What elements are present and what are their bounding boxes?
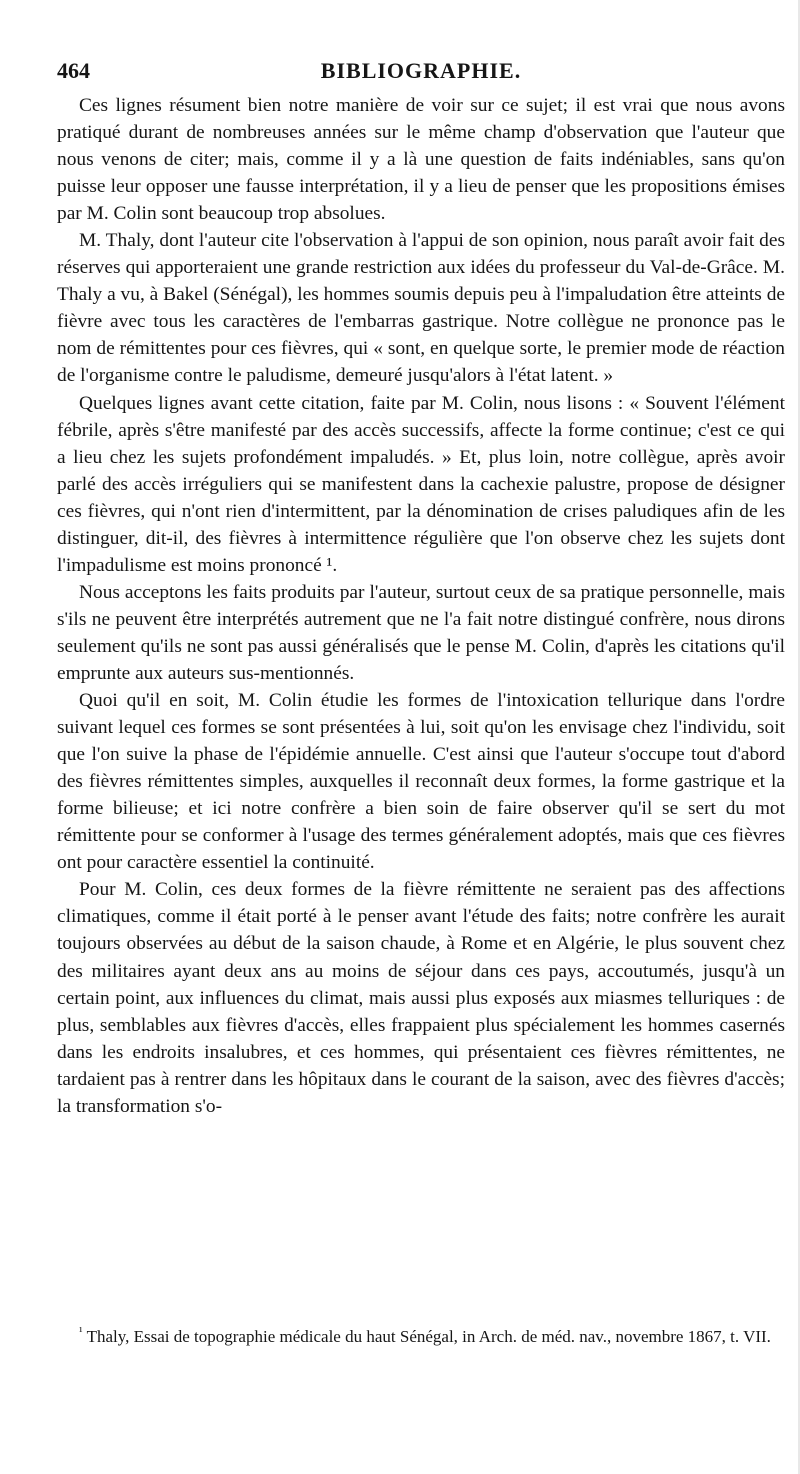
footnote-text: Thaly, Essai de topographie médicale du haut Sénégal, in Arch. de méd. nav., novembre 1867, t. VII. (86, 1327, 771, 1346)
paragraph-6: Pour M. Colin, ces deux formes de la fièvre rémittente ne seraient pas des affections climatiques, comme il était porté à le penser avant l'étude des faits; notre confrère les aurait toujours observées au début de la saison chaude, à Rome et en Algérie, le plus souvent chez des militaires ayant deux ans au moins de séjour dans ces pays, accoutumés, jusqu'à un certain point, aux influences du climat, mais aussi plus exposés aux miasmes telluriques : de plus, semblables aux fièvres d'accès, elles frappaient plus spécialement les hommes casernés dans les endroits insalubres, et ces hommes, qui présentaient ces fièvres rémittentes, ne tardaient pas à rentrer dans les hôpitaux dans le courant de la saison, avec des fièvres d'accès; la transformation s'o- (57, 879, 785, 1117)
page-number: 464 (57, 58, 90, 83)
running-title: BIBLIOGRAPHIE. (320, 58, 522, 83)
paragraph-2: M. Thaly, dont l'auteur cite l'observation à l'appui de son opinion, nous paraît avoir fait des réserves qui apporteraient une grande restriction aux idées du professeur du Val-de-Grâce. M. Thaly a vu, à Bakel (Sénégal), les hommes soumis depuis peu à l'impaludation être atteints de fièvre avec tous les caractères de l'embarras gastrique. Notre collègue ne prononce pas le nom de rémittentes pour ces fièvres, qui « sont, en quelque sorte, le premier mode de réaction de l'organisme contre le paludisme, demeuré jusqu'alors à l'état latent. » (57, 230, 785, 387)
paragraph-4: Nous acceptons les faits produits par l'auteur, surtout ceux de sa pratique personnelle, mais s'ils ne peuvent être interprétés autrement que ne l'a fait notre distingué confrère, nous dirons seulement qu'ils ne sont pas aussi généralisés que le pense M. Colin, d'après les citations qu'il emprunte aux auteurs sus-mentionnés. (57, 581, 785, 684)
paragraph-3: Quelques lignes avant cette citation, faite par M. Colin, nous lisons : « Souvent l'élément fébrile, après s'être manifesté par des accès successifs, affecte la forme continue; c'est ce qui a lieu chez les sujets profondément impaludés. » Et, plus loin, notre collègue, après avoir parlé des accès irréguliers qui se manifestent dans la cachexie palustre, propose de désigner ces fièvres, qui n'ont rien d'intermittent, par la dénomination de crises paludiques afin de les distinguer, dit-il, des fièvres à intermittence régulière que l'on observe chez les sujets dont l'impadulisme est moins prononcé ¹. (57, 392, 785, 576)
running-header (57, 58, 785, 86)
body-text (57, 92, 785, 1120)
paragraph-1: Ces lignes résument bien notre manière de voir sur ce sujet; il est vrai que nous avons pratiqué durant de nombreuses années sur le même champ d'observation que l'auteur que nous venons de citer; mais, comme il y a là une question de faits indéniables, sans qu'on puisse leur opposer une fausse interprétation, il y a lieu de penser que les propositions émises par M. Colin sont beaucoup trop absolues. (57, 95, 785, 225)
footnote (57, 1324, 785, 1349)
paragraph-5: Quoi qu'il en soit, M. Colin étudie les formes de l'intoxication tellurique dans l'ordre suivant lequel ces formes se sont présentées à lui, soit qu'on les envisage chez l'individu, soit que l'on suive la phase de l'épidémie annuelle. C'est ainsi que l'auteur s'occupe tout d'abord des fièvres rémittentes simples, auxquelles il reconnaît deux formes, la forme gastrique et la forme bilieuse; et ici notre confrère a bien soin de faire observer qu'il se sert du mot rémittente pour se conformer à l'usage des termes généralement adoptés, mais que ces fièvres ont pour caractère essentiel la continuité. (57, 690, 785, 874)
footnote-marker: ¹ (79, 1324, 83, 1339)
